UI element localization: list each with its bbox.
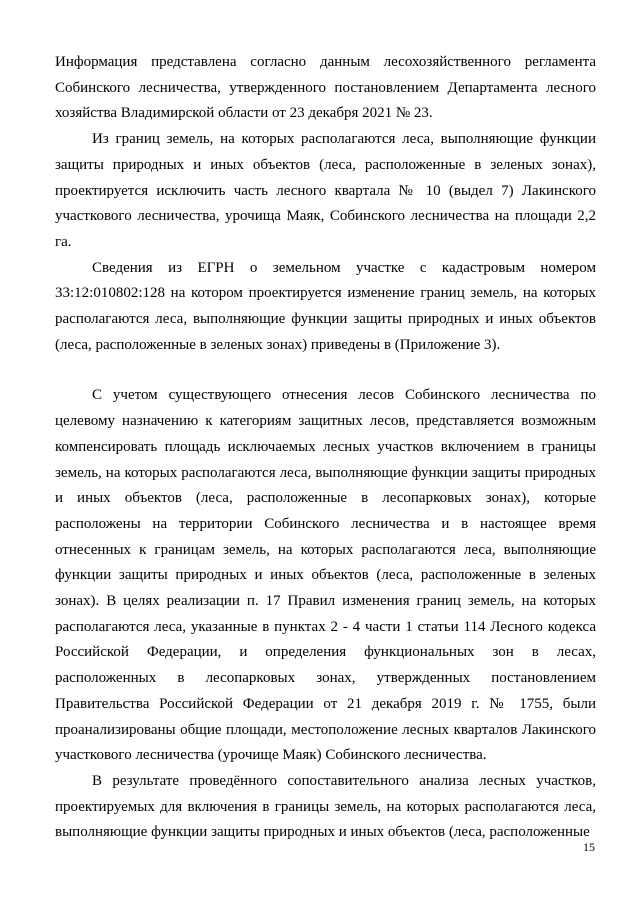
page-number: 15 [583, 840, 595, 854]
document-page [55, 50, 596, 846]
paragraph-exclusion: Из границ земель, на которых располагаются леса, выполняющие функции защиты природных и иных объектов (леса, расположенные в зеленых зонах), проектируется исключить часть лесного квартала № 10 (выдел 7) Лакинского участкового лесничества, урочища Маяк, Собинского лесничества на площади 2,2 га. [55, 131, 596, 250]
paragraph-egrn-info: Сведения из ЕГРН о земельном участке с кадастровым номером 33:12:010802:128 на котором проектируется изменение границ земель, на которых располагаются леса, выполняющие функции защиты природных и иных объектов (леса, расположенные в зеленых зонах) приведены в (Приложение 3). [55, 259, 596, 353]
paragraph-info-source: Информация представлена согласно данным лесохозяйственного регламента Собинского лесничества, утвержденного постановлением Департамента лесного хозяйства Владимирской области от 23 декабря 2021 № 23. [55, 54, 596, 122]
paragraph-compensation: С учетом существующего отнесения лесов Собинского лесничества по целевому назначению к категориям защитных лесов, представляется возможным компенсировать площадь исключаемых лесных участков включением в границы земель, на которых располагаются леса, выполняющие функции защиты природных и иных объектов (леса, расположенные в лесопарковых зонах), которые расположены на территории Собинского лесничества и в настоящее время отнесенных к границам земель, на которых располагаются леса, выполняющие функции защиты природных и иных объектов (леса, расположенные в зеленых зонах). В целях реализации п. 17 Правил изменения границ земель, на которых располагаются леса, указанные в пунктах 2 - 4 части 1 статьи 114 Лесного кодекса Российской Федерации, и определения функциональных зон в лесах, расположенных в лесопарковых зонах, утвержденных постановлением Правительства Российской Федерации от 21 декабря 2019 г. № 1755, были проанализированы общие площади, местоположение лесных кварталов Лакинского участкового лесничества (урочище Маяк) Собинского лесничества. [55, 387, 596, 764]
paragraph-analysis-result: В результате проведённого сопоставительного анализа лесных участков, проектируемых для включения в границы земель, на которых располагаются леса, выполняющие функции защиты природных и иных объектов (леса, расположенные [55, 772, 596, 841]
